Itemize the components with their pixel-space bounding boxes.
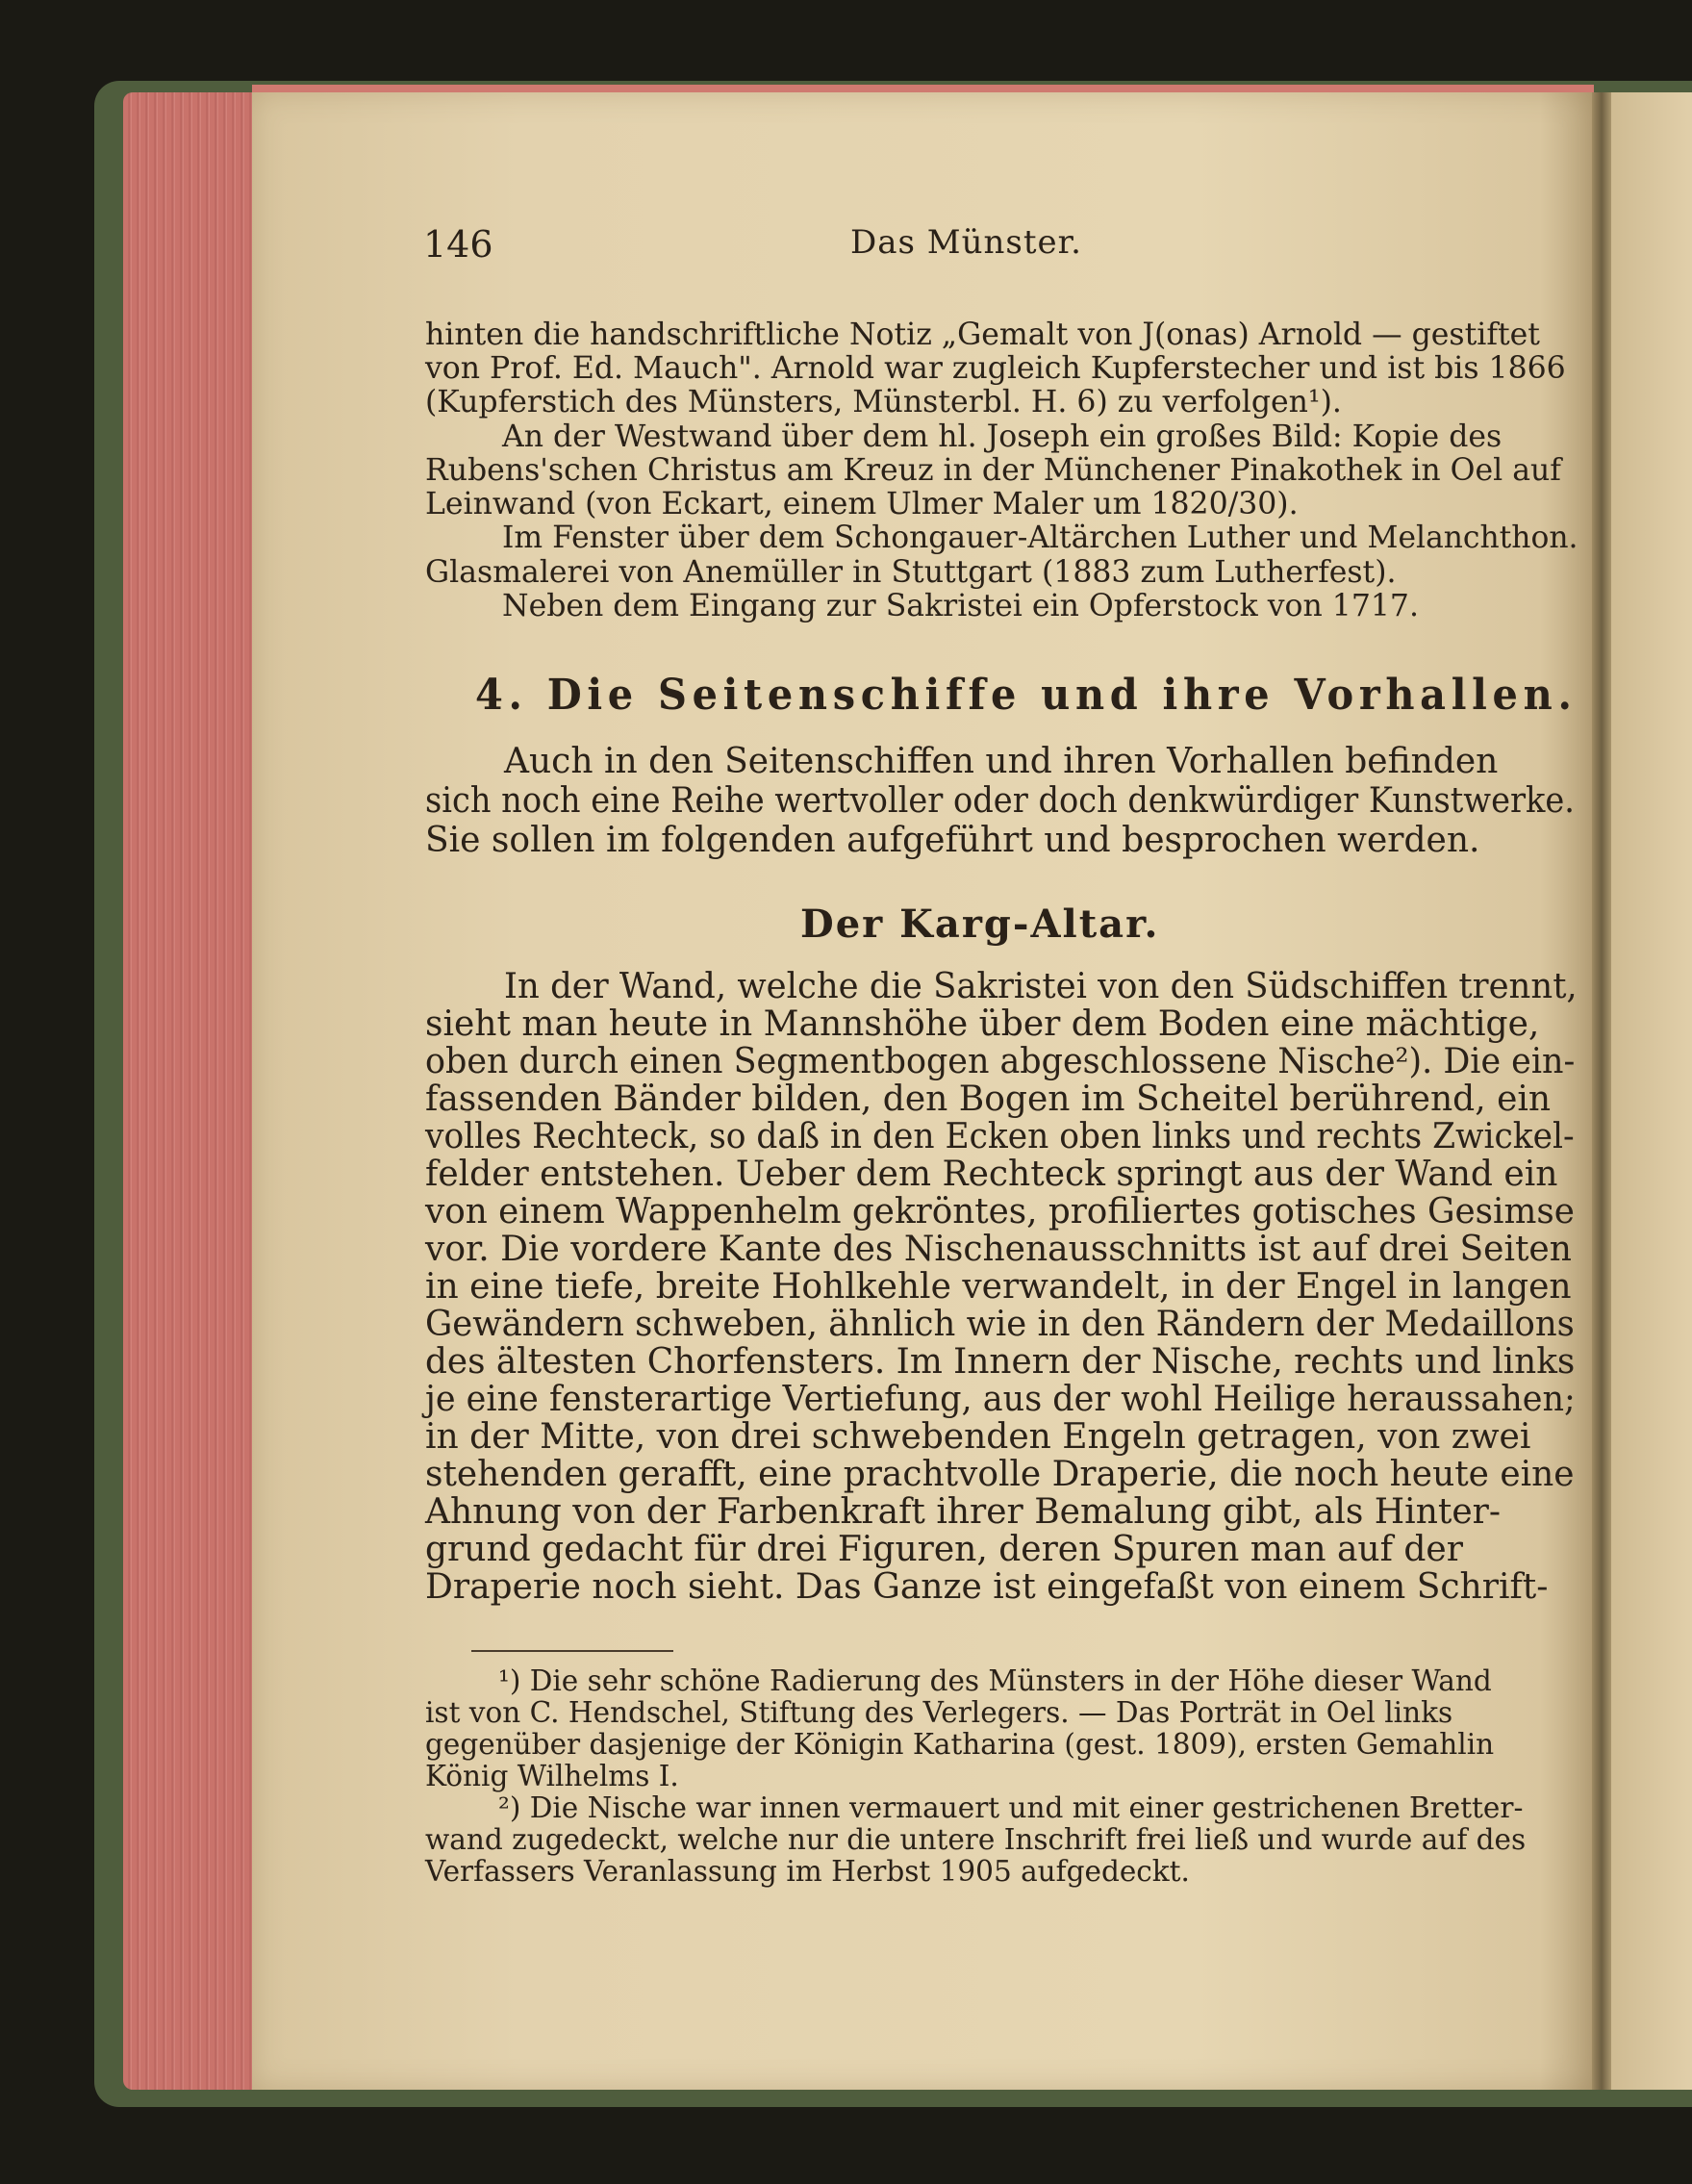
text-line: Neben dem Eingang zur Sakristei ein Opferstock von 1717. bbox=[502, 589, 1419, 623]
text-line: Im Fenster über dem Schongauer-Altärchen Luther und Melanchthon. bbox=[502, 521, 1578, 555]
text-line: Leinwand (von Eckart, einem Ulmer Maler um 1820/30). bbox=[425, 487, 1299, 521]
text-line: in der Mitte, von drei schwebenden Engeln getragen, von zwei bbox=[425, 1417, 1531, 1457]
footnote-line: König Wilhelms I. bbox=[425, 1760, 679, 1792]
text-line: des ältesten Chorfensters. Im Innern der Nische, rechts und links bbox=[425, 1342, 1576, 1382]
text-line: je eine fensterartige Vertiefung, aus der wohl Heilige heraussahen; bbox=[425, 1380, 1576, 1419]
text-line: Rubens'schen Christus am Kreuz in der Münchener Pinakothek in Oel auf bbox=[425, 453, 1561, 488]
subheading: Der Karg-Altar. bbox=[800, 902, 1160, 947]
text-line: In der Wand, welche die Sakristei von den Südschiffen trennt, bbox=[504, 967, 1578, 1006]
book-gutter bbox=[1592, 92, 1611, 2090]
running-head: Das Münster. bbox=[850, 223, 1082, 262]
text-line: Glasmalerei von Anemüller in Stuttgart (1883 zum Lutherfest). bbox=[425, 555, 1397, 590]
text-line: Auch in den Seitenschiffen und ihren Vorhallen befinden bbox=[504, 742, 1499, 781]
footnote-line: ¹) Die sehr schöne Radierung des Münsters in der Höhe dieser Wand bbox=[498, 1664, 1492, 1697]
text-line: Ahnung von der Farbenkraft ihrer Bemalung gibt, als Hinter- bbox=[425, 1492, 1502, 1532]
text-line: sich noch eine Reihe wertvoller oder doch denkwürdiger Kunstwerke. bbox=[425, 781, 1576, 821]
text-line: felder entstehen. Ueber dem Rechteck springt aus der Wand ein bbox=[425, 1155, 1558, 1194]
footnote-line: Verfassers Veranlassung im Herbst 1905 aufgedeckt. bbox=[425, 1855, 1190, 1888]
footnote-line: wand zugedeckt, welche nur die untere Inschrift frei ließ und wurde auf des bbox=[425, 1823, 1527, 1856]
page-edges bbox=[123, 92, 258, 2090]
page-number: 146 bbox=[423, 223, 493, 266]
facing-page-edge bbox=[1611, 92, 1692, 2090]
text-line: fassenden Bänder bilden, den Bogen im Scheitel berührend, ein bbox=[425, 1079, 1552, 1119]
text-line: Gewändern schweben, ähnlich wie in den Rändern der Medaillons bbox=[425, 1305, 1575, 1344]
text-line: von einem Wappenhelm gekröntes, profiliertes gotisches Gesimse bbox=[425, 1192, 1575, 1232]
text-line: sieht man heute in Mannshöhe über dem Boden eine mächtige, bbox=[425, 1004, 1540, 1044]
text-line: Sie sollen im folgenden aufgeführt und besprochen werden. bbox=[425, 821, 1480, 860]
text-line: Draperie noch sieht. Das Ganze ist eingefaßt von einem Schrift- bbox=[425, 1567, 1549, 1607]
text-line: in eine tiefe, breite Hohlkehle verwandelt, in der Engel in langen bbox=[425, 1267, 1572, 1307]
footnote-line: ²) Die Nische war innen vermauert und mit einer gestrichenen Bretter- bbox=[498, 1791, 1524, 1824]
text-line: stehenden gerafft, eine prachtvolle Draperie, die noch heute eine bbox=[425, 1455, 1575, 1494]
footnote-line: ist von C. Hendschel, Stiftung des Verlegers. — Das Porträt in Oel links bbox=[425, 1696, 1453, 1729]
section-heading: 4. Die Seitenschiffe und ihre Vorhallen. bbox=[475, 671, 1578, 720]
footnote-rule bbox=[471, 1650, 673, 1652]
text-line: von Prof. Ed. Mauch". Arnold war zugleich Kupferstecher und ist bis 1866 bbox=[425, 351, 1566, 386]
text-line: volles Rechteck, so daß in den Ecken oben links und rechts Zwickel- bbox=[425, 1117, 1575, 1156]
text-line: An der Westwand über dem hl. Joseph ein großes Bild: Kopie des bbox=[502, 419, 1503, 454]
text-line: (Kupferstich des Münsters, Münsterbl. H. 6) zu verfolgen¹). bbox=[425, 385, 1342, 419]
text-line: grund gedacht für drei Figuren, deren Spuren man auf der bbox=[425, 1530, 1463, 1569]
text-line: oben durch einen Segmentbogen abgeschlossene Nische²). Die ein- bbox=[425, 1042, 1576, 1081]
footnote-line: gegenüber dasjenige der Königin Katharina (gest. 1809), ersten Gemahlin bbox=[425, 1728, 1495, 1761]
text-line: vor. Die vordere Kante des Nischenausschnitts ist auf drei Seiten bbox=[425, 1230, 1572, 1269]
text-line: hinten die handschriftliche Notiz „Gemalt von J(onas) Arnold — gestiftet bbox=[425, 317, 1540, 352]
